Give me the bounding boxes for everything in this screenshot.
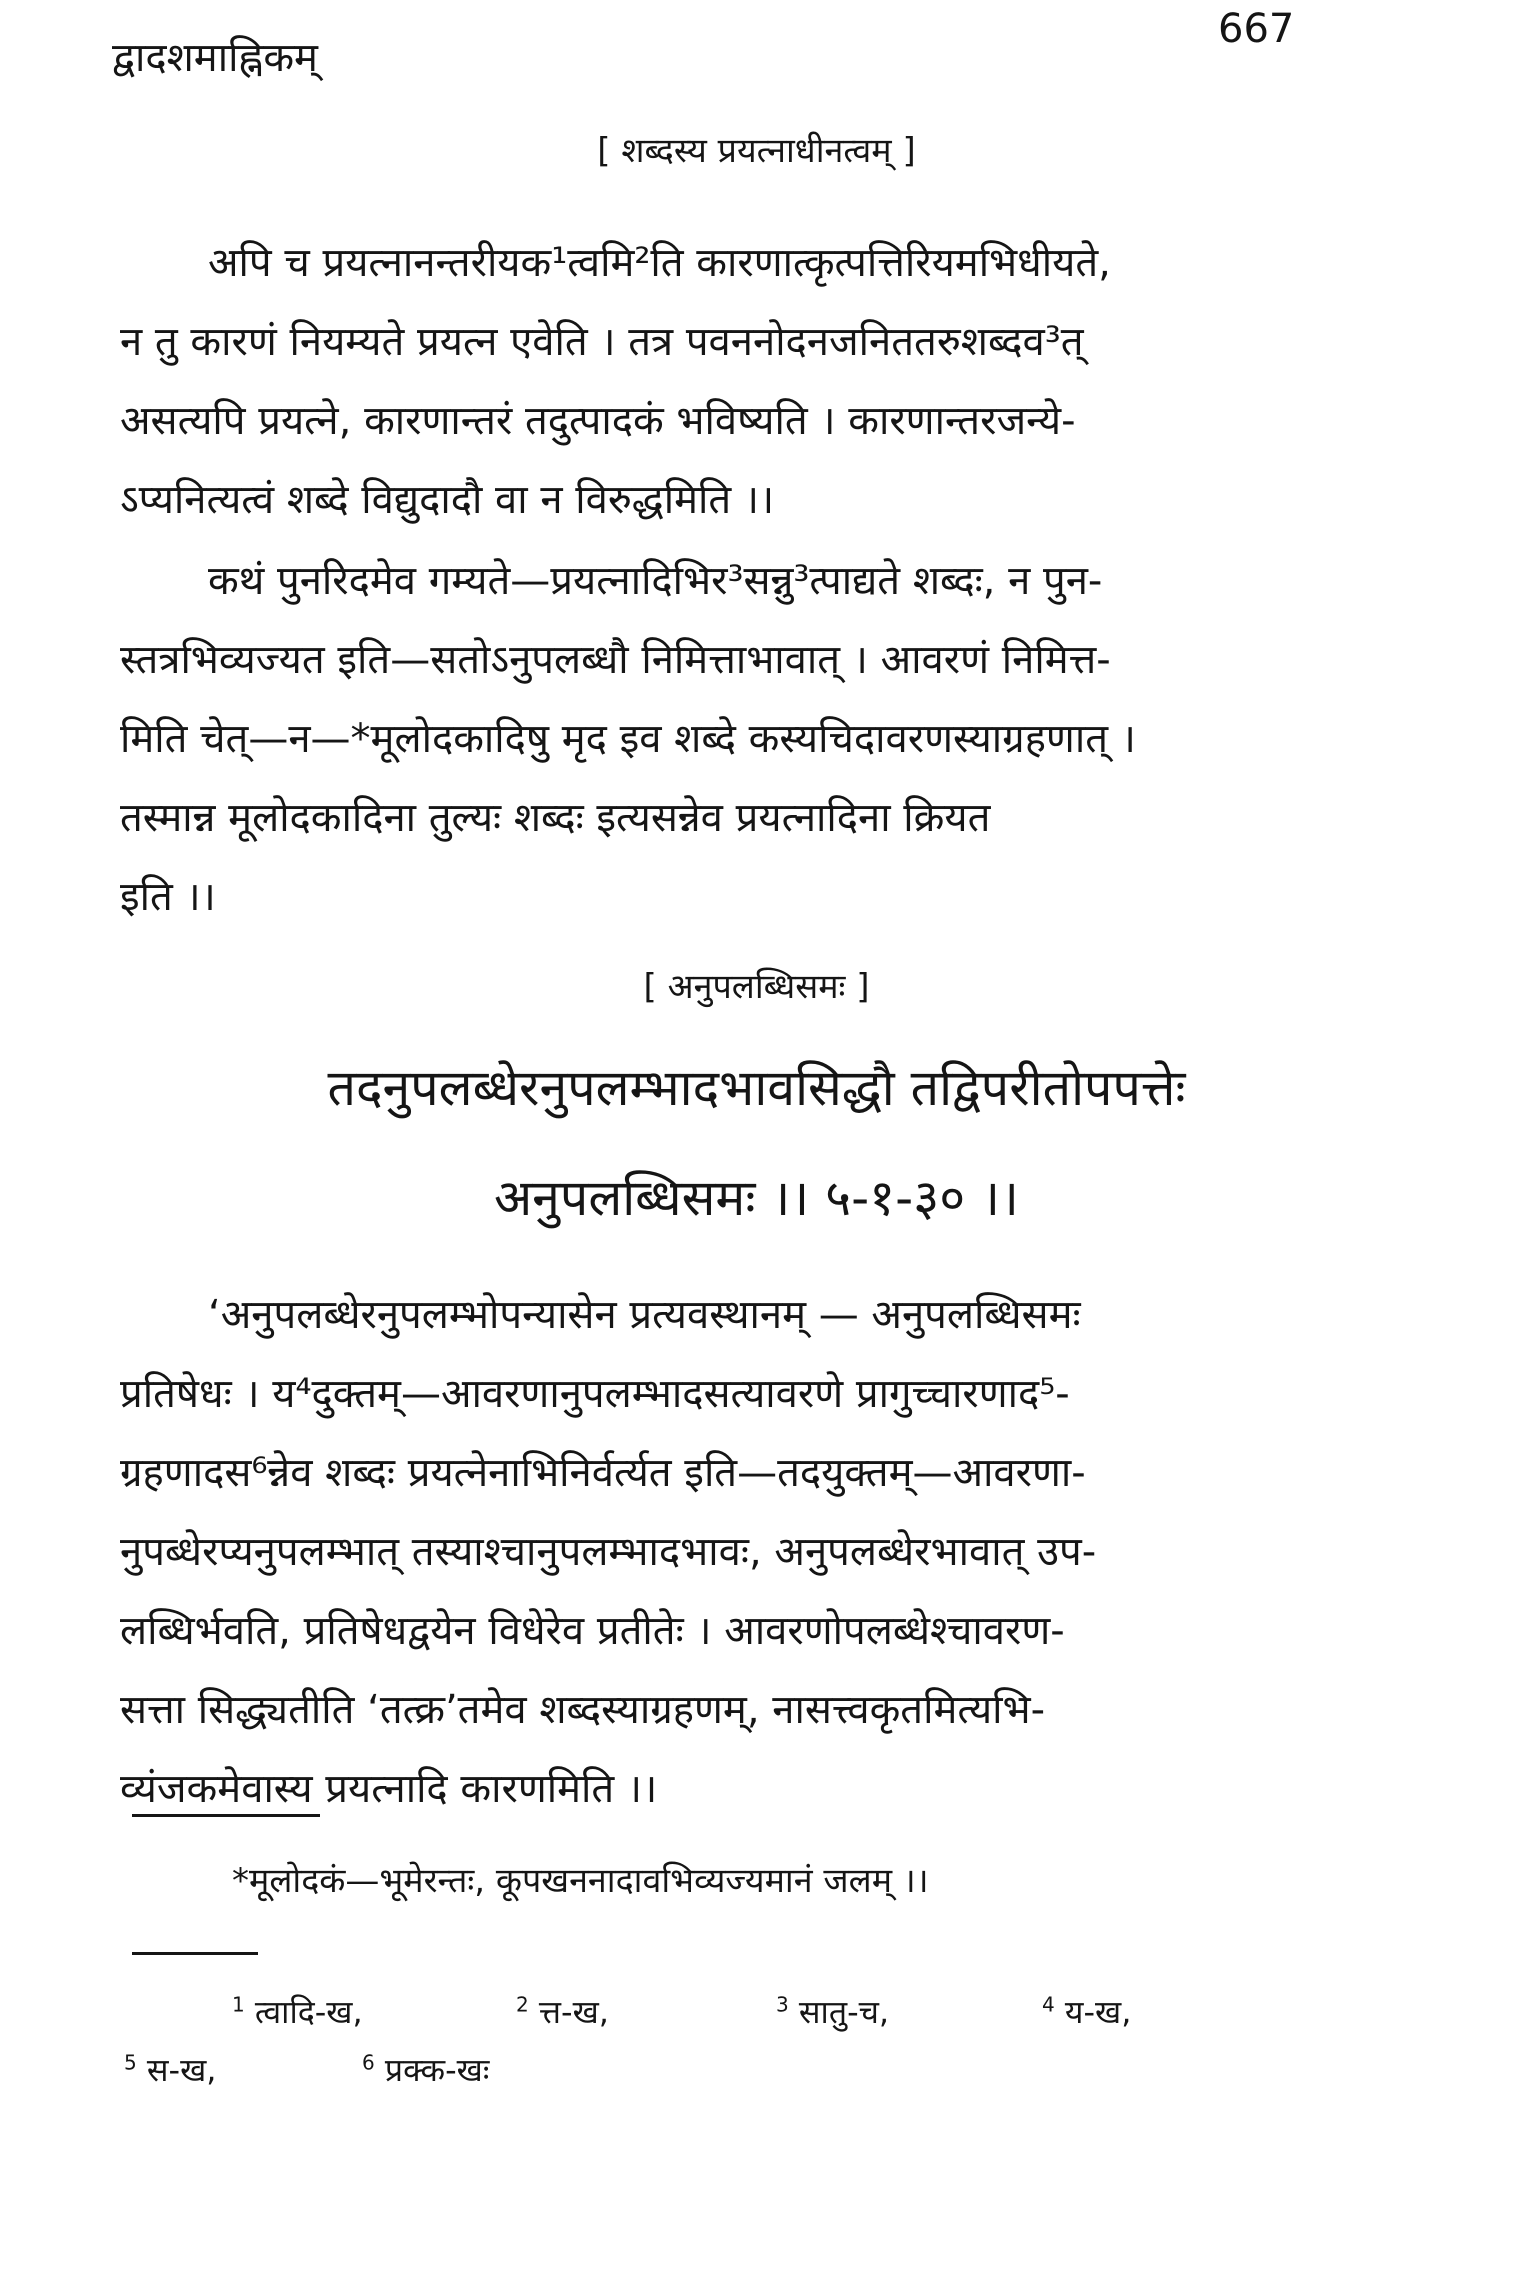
variant-number: 5 bbox=[124, 2050, 137, 2075]
paragraph-3 bbox=[120, 1276, 1370, 1829]
variant-reading bbox=[776, 1990, 889, 2033]
variant-reading bbox=[516, 1990, 609, 2033]
text-line: मिति चेत्—न—*मूलोदकादिषु मृद इव शब्दे कस्यचिदावरणस्याग्रहणात् । bbox=[120, 716, 1136, 762]
variant-text: सातु-च, bbox=[798, 1993, 890, 2031]
variant-text: त्त-ख, bbox=[538, 1993, 609, 2031]
text-line: कथं पुनरिदमेव गम्यते—प्रयत्नादिभिर³सन्नु³त्पाद्यते शब्दः, न पुन- bbox=[208, 558, 1103, 604]
paragraph-1 bbox=[120, 224, 1370, 540]
variant-number: 3 bbox=[776, 1992, 789, 2017]
text-line: इति ।। bbox=[120, 874, 216, 920]
text-line: ‘अनुपलब्धेरनुपलम्भोपन्यासेन प्रत्यवस्थानम् — अनुपलब्धिसमः bbox=[208, 1292, 1081, 1338]
text-line: तस्मान्न मूलोदकादिना तुल्यः शब्दः इत्यसन्नेव प्रयत्नादिना क्रियत bbox=[120, 795, 991, 841]
text-line: स्तत्रभिव्यज्यत इति—सतोऽनुपलब्धौ निमित्ताभावात् । आवरणं निमित्त- bbox=[120, 637, 1111, 683]
section-heading-1: [ शब्दस्य प्रयत्नाधीनत्वम् ] bbox=[597, 131, 916, 171]
variant-number: 1 bbox=[232, 1992, 245, 2017]
text-line: सत्ता सिद्ध्यतीति ‘तत्क्र’तमेव शब्दस्याग्रहणम्, नासत्त्वकृतमित्यभि- bbox=[120, 1687, 1046, 1733]
variant-text: स-ख, bbox=[146, 2051, 217, 2089]
text-line: ऽप्यनित्यत्वं शब्दे विद्युदादौ वा न विरुद्धमिति ।। bbox=[120, 477, 775, 523]
text-line: न तु कारणं नियम्यते प्रयत्न एवेति । तत्र पवननोदनजनिततरुशब्दव³त् bbox=[120, 319, 1084, 365]
text-line: असत्यपि प्रयत्ने, कारणान्तरं तदुत्पादकं भविष्यति । कारणान्तरजन्ये- bbox=[120, 398, 1076, 444]
variant-text: प्रक्क-खः bbox=[384, 2051, 490, 2089]
sutra-line-1: तदनुपलब्धेरनुपलम्भादभावसिद्धौ तद्विपरीतोपपत्तेः bbox=[327, 1059, 1186, 1117]
paragraph-2 bbox=[120, 542, 1370, 937]
variant-number: 6 bbox=[362, 2050, 375, 2075]
text-line: अपि च प्रयत्नानन्तरीयक¹त्वमि²ति कारणात्कृत्पत्तिरियमभिधीयते, bbox=[208, 240, 1111, 286]
text-line: व्यंजकमेवास्य प्रयत्नादि कारणमिति ।। bbox=[120, 1766, 658, 1812]
variant-reading bbox=[124, 2048, 216, 2091]
variant-reading bbox=[232, 1990, 363, 2033]
footnote-divider bbox=[132, 1814, 320, 1817]
running-header: द्वादशमाह्निकम् bbox=[112, 35, 318, 81]
text-line: ग्रहणादस⁶न्नेव शब्दः प्रयत्नेनाभिनिर्वर्त्यत इति—तदयुक्तम्—आवरणा- bbox=[120, 1450, 1086, 1496]
variants-divider bbox=[132, 1952, 258, 1955]
variant-reading bbox=[1042, 1990, 1131, 2033]
sutra-line-2: अनुपलब्धिसमः ।। ५-१-३० ।। bbox=[493, 1169, 1019, 1227]
variant-number: 4 bbox=[1042, 1992, 1055, 2017]
text-line: प्रतिषेधः । य⁴दुक्तम्—आवरणानुपलम्भादसत्यावरणे प्रागुच्चारणाद⁵- bbox=[120, 1371, 1070, 1417]
variant-reading bbox=[362, 2048, 489, 2091]
footnote-text: *मूलोदकं—भूमेरन्तः, कूपखननादावभिव्यज्यमानं जलम् ।। bbox=[232, 1861, 929, 1901]
variant-number: 2 bbox=[516, 1992, 529, 2017]
variant-text: य-ख, bbox=[1064, 1993, 1132, 2031]
text-line: नुपब्धेरप्यनुपलम्भात् तस्याश्चानुपलम्भादभावः, अनुपलब्धेरभावात् उप- bbox=[120, 1529, 1097, 1575]
page-number: 667 bbox=[1218, 6, 1295, 52]
variant-text: त्वादि-ख, bbox=[254, 1993, 363, 2031]
section-heading-2: [ अनुपलब्धिसमः ] bbox=[643, 967, 870, 1007]
text-line: लब्धिर्भवति, प्रतिषेधद्वयेन विधेरेव प्रतीतेः । आवरणोपलब्धेश्चावरण- bbox=[120, 1608, 1065, 1654]
